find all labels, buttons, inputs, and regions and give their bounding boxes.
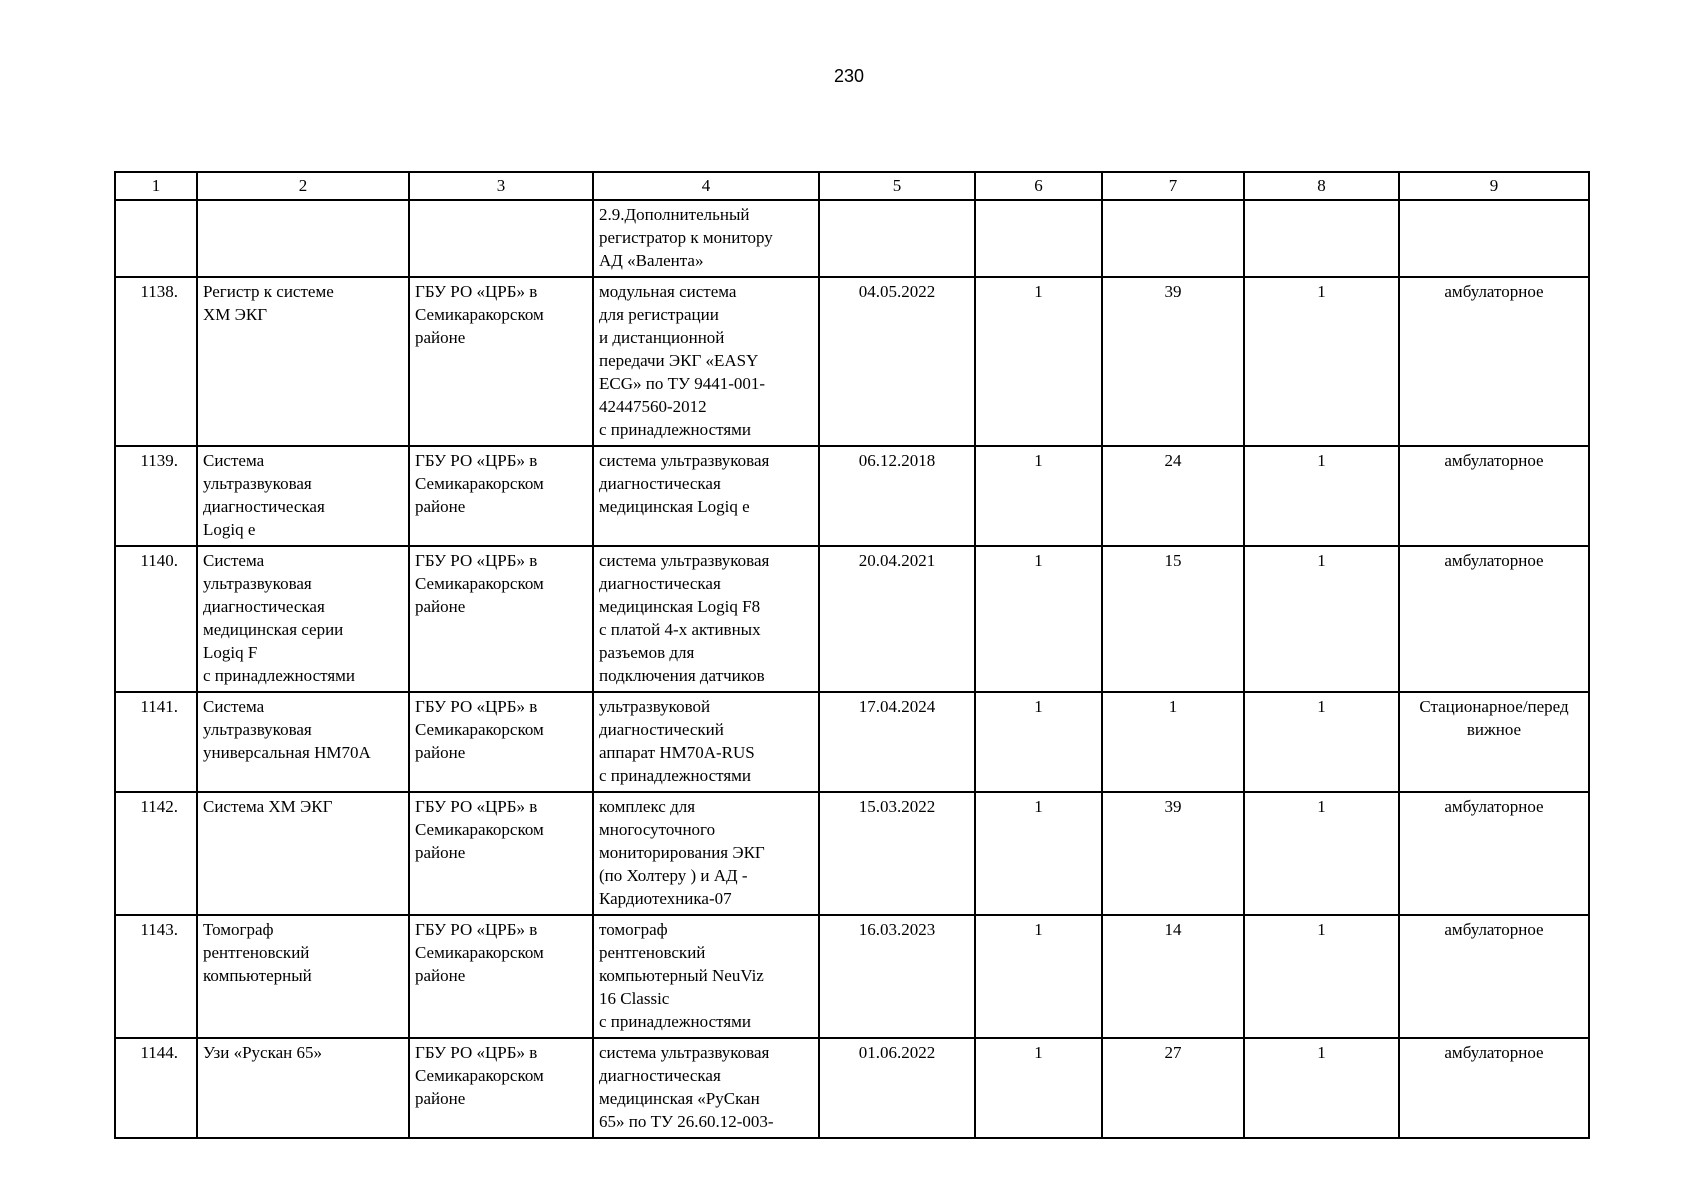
header-cell: 5	[819, 172, 975, 200]
organization-cell: ГБУ РО «ЦРБ» в Семикаракорском районе	[409, 915, 593, 1038]
column-6-cell: 1	[975, 792, 1102, 915]
column-8-cell: 1	[1244, 692, 1399, 792]
organization-cell: ГБУ РО «ЦРБ» в Семикаракорском районе	[409, 446, 593, 546]
row-number-cell: 1141.	[115, 692, 197, 792]
date-cell	[819, 200, 975, 277]
column-8-cell: 1	[1244, 546, 1399, 692]
equipment-name-cell	[197, 200, 409, 277]
header-cell: 2	[197, 172, 409, 200]
organization-cell	[409, 200, 593, 277]
date-cell: 15.03.2022	[819, 792, 975, 915]
equipment-name-cell: Узи «Рускан 65»	[197, 1038, 409, 1138]
row-number-cell: 1139.	[115, 446, 197, 546]
date-cell: 01.06.2022	[819, 1038, 975, 1138]
column-8-cell: 1	[1244, 277, 1399, 446]
description-cell: модульная система для регистрации и дистанционной передачи ЭКГ «EASY ECG» по ТУ 9441-001- 42447560-2012 с принадлежностями	[593, 277, 819, 446]
usage-type-cell: амбулаторное	[1399, 915, 1589, 1038]
column-8-cell: 1	[1244, 1038, 1399, 1138]
date-cell: 20.04.2021	[819, 546, 975, 692]
header-cell: 8	[1244, 172, 1399, 200]
column-8-cell: 1	[1244, 446, 1399, 546]
table-row	[115, 792, 1589, 915]
header-cell: 7	[1102, 172, 1244, 200]
table-row	[115, 546, 1589, 692]
table-row	[115, 200, 1589, 277]
table-header-row	[115, 172, 1589, 200]
column-8-cell: 1	[1244, 792, 1399, 915]
table-row	[115, 1038, 1589, 1138]
description-cell: комплекс для многосуточного мониторирования ЭКГ (по Холтеру ) и АД - Кардиотехника-07	[593, 792, 819, 915]
date-cell: 04.05.2022	[819, 277, 975, 446]
date-cell: 17.04.2024	[819, 692, 975, 792]
equipment-name-cell: Система ультразвуковая универсальная HM70A	[197, 692, 409, 792]
organization-cell: ГБУ РО «ЦРБ» в Семикаракорском районе	[409, 692, 593, 792]
usage-type-cell: амбулаторное	[1399, 277, 1589, 446]
header-cell: 3	[409, 172, 593, 200]
usage-type-cell: амбулаторное	[1399, 792, 1589, 915]
row-number-cell: 1142.	[115, 792, 197, 915]
table-row	[115, 277, 1589, 446]
usage-type-cell: Стационарное/перед вижное	[1399, 692, 1589, 792]
equipment-name-cell: Система ультразвуковая диагностическая медицинская серии Logiq F с принадлежностями	[197, 546, 409, 692]
column-6-cell: 1	[975, 915, 1102, 1038]
column-7-cell: 27	[1102, 1038, 1244, 1138]
equipment-name-cell: Система ультразвуковая диагностическая Logiq e	[197, 446, 409, 546]
usage-type-cell: амбулаторное	[1399, 1038, 1589, 1138]
description-cell: томограф рентгеновский компьютерный NeuViz 16 Classic с принадлежностями	[593, 915, 819, 1038]
table-row	[115, 692, 1589, 792]
column-6-cell: 1	[975, 546, 1102, 692]
header-cell: 4	[593, 172, 819, 200]
column-6-cell	[975, 200, 1102, 277]
usage-type-cell: амбулаторное	[1399, 446, 1589, 546]
organization-cell: ГБУ РО «ЦРБ» в Семикаракорском районе	[409, 546, 593, 692]
date-cell: 06.12.2018	[819, 446, 975, 546]
row-number-cell: 1143.	[115, 915, 197, 1038]
column-7-cell: 39	[1102, 277, 1244, 446]
usage-type-cell: амбулаторное	[1399, 546, 1589, 692]
column-7-cell	[1102, 200, 1244, 277]
header-cell: 1	[115, 172, 197, 200]
column-6-cell: 1	[975, 692, 1102, 792]
column-8-cell	[1244, 200, 1399, 277]
organization-cell: ГБУ РО «ЦРБ» в Семикаракорском районе	[409, 1038, 593, 1138]
date-cell: 16.03.2023	[819, 915, 975, 1038]
column-8-cell: 1	[1244, 915, 1399, 1038]
row-number-cell: 1140.	[115, 546, 197, 692]
column-7-cell: 1	[1102, 692, 1244, 792]
row-number-cell	[115, 200, 197, 277]
column-6-cell: 1	[975, 446, 1102, 546]
usage-type-cell	[1399, 200, 1589, 277]
description-cell: система ультразвуковая диагностическая медицинская «РуСкан 65» по ТУ 26.60.12-003-	[593, 1038, 819, 1138]
organization-cell: ГБУ РО «ЦРБ» в Семикаракорском районе	[409, 277, 593, 446]
description-cell: 2.9.Дополнительный регистратор к монитору АД «Валента»	[593, 200, 819, 277]
equipment-name-cell: Система ХМ ЭКГ	[197, 792, 409, 915]
description-cell: ультразвуковой диагностический аппарат HM70A-RUS с принадлежностями	[593, 692, 819, 792]
column-6-cell: 1	[975, 277, 1102, 446]
header-cell: 6	[975, 172, 1102, 200]
equipment-name-cell: Регистр к системе ХМ ЭКГ	[197, 277, 409, 446]
row-number-cell: 1138.	[115, 277, 197, 446]
column-7-cell: 24	[1102, 446, 1244, 546]
row-number-cell: 1144.	[115, 1038, 197, 1138]
description-cell: система ультразвуковая диагностическая медицинская Logiq F8 с платой 4-х активных разъемов для подключения датчиков	[593, 546, 819, 692]
equipment-table	[114, 171, 1590, 1139]
column-7-cell: 14	[1102, 915, 1244, 1038]
table-row	[115, 915, 1589, 1038]
table-row	[115, 446, 1589, 546]
equipment-name-cell: Томограф рентгеновский компьютерный	[197, 915, 409, 1038]
organization-cell: ГБУ РО «ЦРБ» в Семикаракорском районе	[409, 792, 593, 915]
column-7-cell: 15	[1102, 546, 1244, 692]
column-6-cell: 1	[975, 1038, 1102, 1138]
header-cell: 9	[1399, 172, 1589, 200]
description-cell: система ультразвуковая диагностическая медицинская Logiq e	[593, 446, 819, 546]
page-number: 230	[833, 66, 865, 86]
column-7-cell: 39	[1102, 792, 1244, 915]
